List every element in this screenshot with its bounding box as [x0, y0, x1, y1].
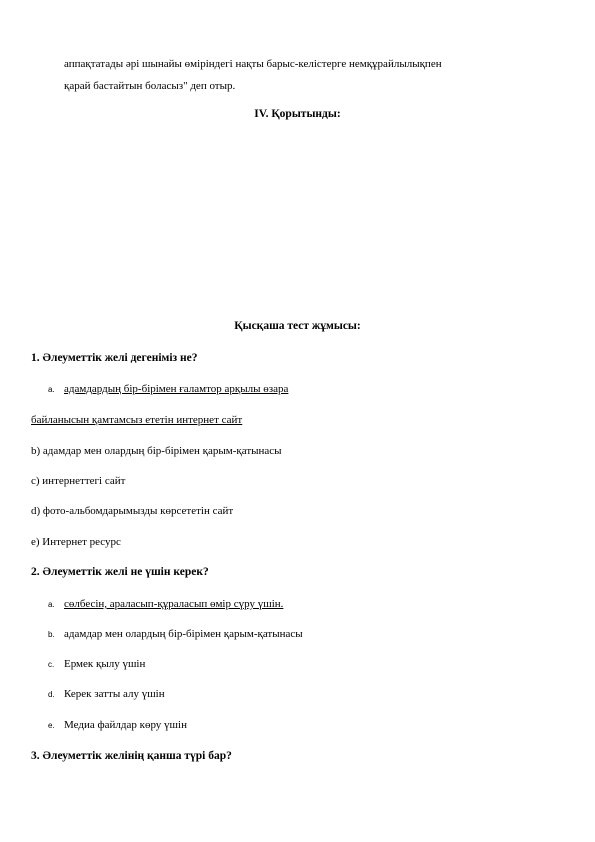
question-2-option-c: Ермек қылу үшін: [64, 658, 146, 670]
question-2-option-b: адамдар мен олардың бір-бірімен қарым-қатынасы: [64, 628, 303, 640]
question-1-option-a-line-2: байланысын қамтамсыз ететін интернет сайт: [31, 414, 243, 426]
question-2-option-d: Керек затты алу үшін: [64, 688, 165, 700]
question-2-option-a: сөлбесін, араласып-құраласып өмір сүру үшін.: [64, 598, 284, 610]
question-1-option-a-line-1: адамдардың бір-бірімен ғаламтор арқылы өзара: [64, 383, 289, 395]
question-2-option-e-marker: e.: [48, 721, 55, 730]
question-2-title: 2. Әлеуметтік желі не үшін керек?: [31, 566, 209, 578]
question-2-option-b-marker: b.: [48, 630, 55, 639]
question-2-option-c-marker: c.: [48, 660, 55, 669]
question-2-option-d-marker: d.: [48, 690, 55, 699]
question-1-option-e: e) Интернет ресурс: [31, 536, 121, 548]
intro-line-1: аппақтатады әрі шынайы өміріндегі нақты барыс-келістерге немқұрайлылықпен: [64, 58, 442, 70]
question-1-option-c: c) интернеттегі сайт: [31, 475, 126, 487]
question-1-option-a-marker: a.: [48, 385, 55, 394]
question-1-option-b: b) адамдар мен олардың бір-бірімен қарым-қатынасы: [31, 445, 282, 457]
question-2-option-e: Медиа файлдар көру үшін: [64, 719, 187, 731]
question-1-option-d: d) фото-альбомдарымызды көрсететін сайт: [31, 505, 234, 517]
question-1-title: 1. Әлеуметтік желі дегеніміз не?: [31, 352, 198, 364]
section-heading: IV. Қорытынды:: [254, 108, 341, 120]
test-heading: Қысқаша тест жұмысы:: [234, 320, 361, 332]
intro-line-2: қарай бастайтын боласыз" деп отыр.: [64, 80, 236, 92]
question-3-title: 3. Әлеуметтік желінің қанша түрі бар?: [31, 750, 232, 762]
question-2-option-a-marker: a.: [48, 600, 55, 609]
